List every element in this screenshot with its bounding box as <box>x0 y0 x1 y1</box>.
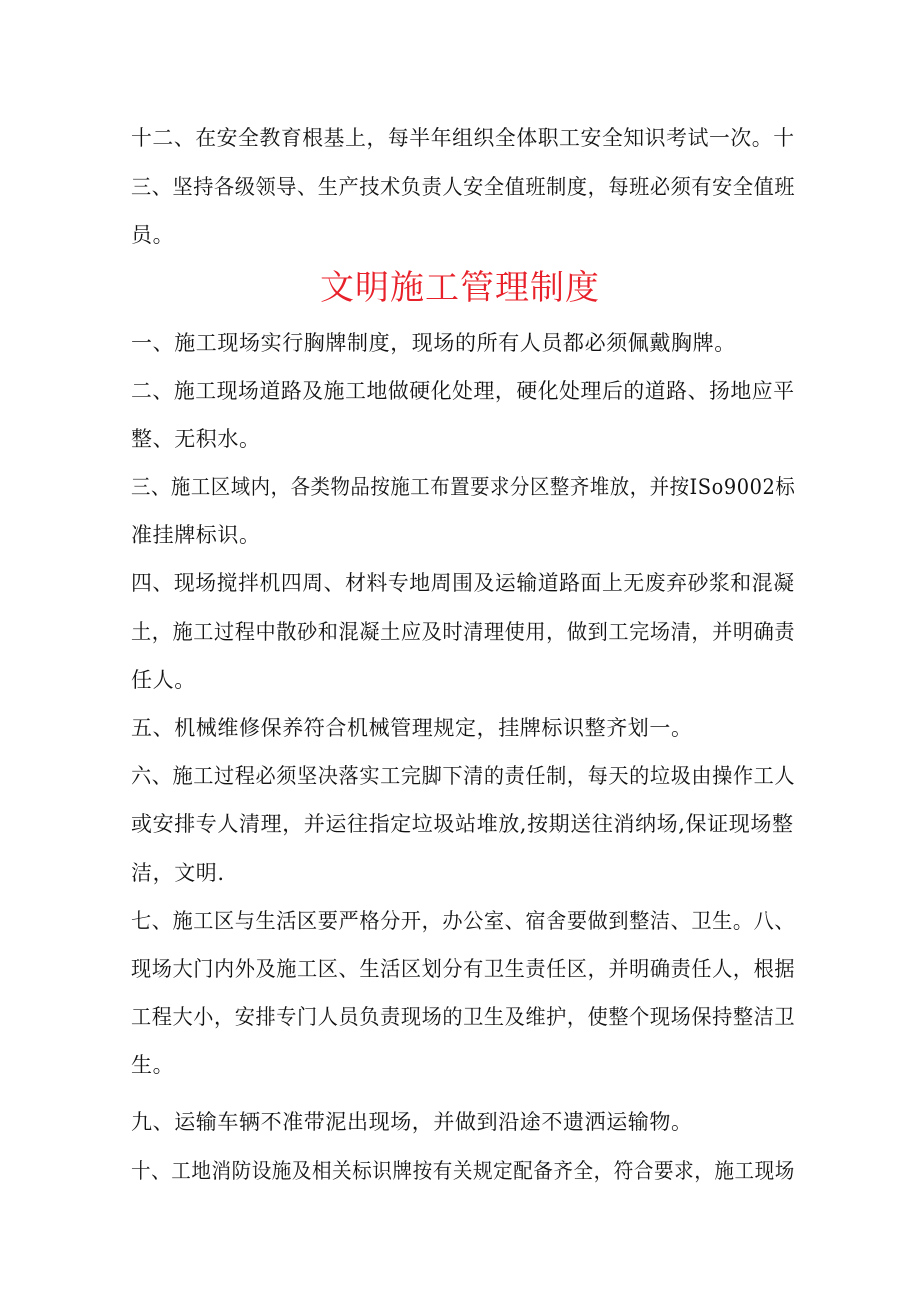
text-line: 六、施工过程必须坚决落实工完脚下清的责任制，每天的垃圾由操作工人 <box>131 764 796 788</box>
text-line: 十、工地消防设施及相关标识牌按有关规定配备齐全，符合要求，施工现场 <box>131 1159 795 1183</box>
text-line: 任人。 <box>131 668 196 692</box>
text-line: 生。 <box>131 1053 175 1077</box>
text-line: 七、施工区与生活区要严格分开，办公室、宿舍要做到整洁、卫生。八、 <box>131 909 796 933</box>
text-line: 员。 <box>131 223 175 247</box>
text-line: 准挂牌标识。 <box>131 523 261 547</box>
page-title: 文明施工管理制度 <box>320 268 600 308</box>
text-line: 十二、在安全教育根基上，每半年组织全体职工安全知识考试一次。十 <box>131 126 795 150</box>
text-line: 二、施工现场道路及施工地做硬化处理，硬化处理后的道路、扬地应平 <box>131 379 795 403</box>
text-line: 五、机械维修保养符合机械管理规定，挂牌标识整齐划一。 <box>131 716 693 740</box>
text-line: 或安排专人清理，并运往指定垃圾站堆放,按期送往消纳场,保证现场整 <box>131 812 794 836</box>
text-line: 三、施工区域内，各类物品按施工布置要求分区整齐堆放，并按ISo9002标 <box>131 475 796 499</box>
text-line: 工程大小，安排专门人员负责现场的卫生及维护，使整个现场保持整洁卫 <box>131 1005 796 1029</box>
text-line: 现场大门内外及施工区、生活区划分有卫生责任区，并明确责任人，根据 <box>131 957 796 981</box>
text-line: 整、无积水。 <box>131 427 261 451</box>
text-line: 一、施工现场实行胸牌制度，现场的所有人员都必须佩戴胸牌。 <box>131 331 736 355</box>
text-line: 三、坚持各级领导、生产技术负责人安全值班制度，每班必须有安全值班 <box>131 175 796 199</box>
text-line: 洁，文明. <box>131 861 225 885</box>
text-line: 四、现场搅拌机四周、材料专地周围及运输道路面上无废弃砂浆和混凝 <box>131 571 795 595</box>
text-line: 九、运输车辆不准带泥出现场，并做到沿途不遗洒运输物。 <box>131 1110 693 1134</box>
text-line: 土，施工过程中散砂和混凝土应及时清理使用，做到工完场清，并明确责 <box>131 620 796 644</box>
